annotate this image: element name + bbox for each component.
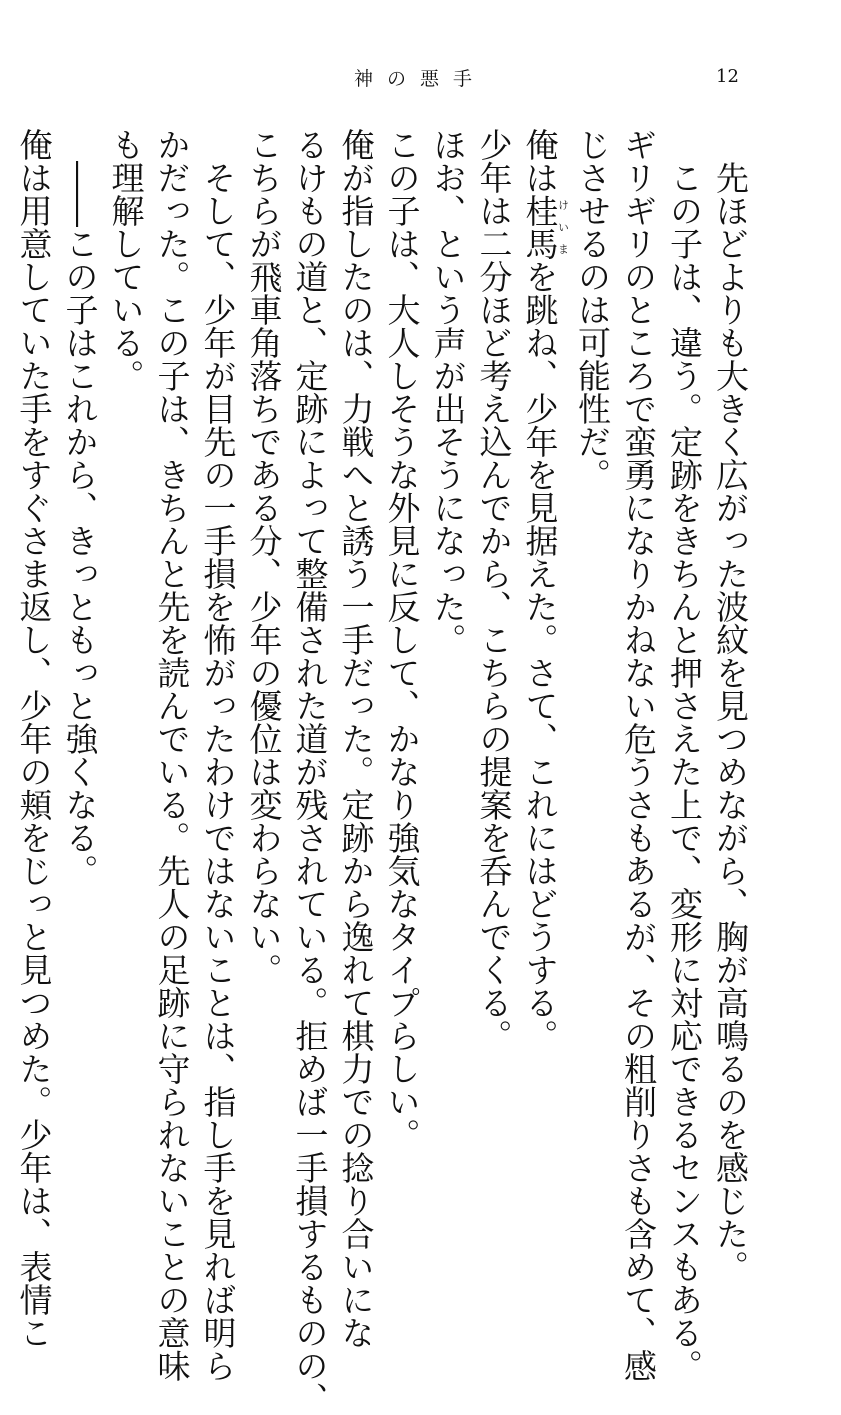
paragraph: も理解している。 <box>106 128 146 392</box>
text-after-ruby: を跳ね、少年を見据えた。さて、これにはどうする。 <box>520 260 560 1052</box>
paragraph: 先ほどよりも大きく広がった波紋を見つめながら、胸が高鳴るのを感じた。 <box>711 161 750 1283</box>
page-number: 12 <box>716 66 739 87</box>
ruby-reading: けいま <box>556 194 570 260</box>
paragraph: 俺が指したのは、力戦へと誘う一手だった。定跡から逸れて棋力での捻り合いにな <box>336 128 376 1349</box>
paragraph: そして、少年が目先の一手損を怖がったわけではないことは、指し手を見れば明ら <box>198 161 238 1382</box>
paragraph-with-ruby <box>517 128 570 1138</box>
paragraph: 俺は用意していた手をすぐさま返し、少年の頬をじっと見つめた。少年は、表情こ <box>14 128 54 1349</box>
paragraph: ほお、という声が出そうになった。 <box>428 128 468 656</box>
paragraph: こちらが飛車角落ちである分、少年の優位は変わらない。 <box>244 128 284 986</box>
paragraph: ――この子はこれから、きっともっと強くなる。 <box>60 161 100 887</box>
running-title: 神の悪手 <box>353 68 486 90</box>
body-text <box>14 128 753 1415</box>
text-before-ruby: 俺は <box>520 128 560 194</box>
paragraph: るけもの道と、定跡によって整備された道が残されている。拒めば一手損するものの、 <box>290 128 330 1415</box>
ruby-annotation <box>520 194 570 260</box>
paragraph: この子は、大人しそうな外見に反して、かなり強気なタイプらしい。 <box>382 128 422 1151</box>
paragraph: この子は、違う。定跡をきちんと押さえた上で、変形に対応できるセンスもある。 <box>665 161 704 1382</box>
paragraph: ギリギリのところで蛮勇になりかねない危うさもあるが、その粗削りさも含めて、感 <box>619 128 658 1382</box>
paragraph: じさせるのは可能性だ。 <box>573 128 612 491</box>
ruby-base: 桂馬 <box>520 194 560 260</box>
paragraph: かだった。この子は、きちんと先を読んでいる。先人の足跡に守られないことの意味 <box>152 128 192 1382</box>
paragraph: 少年は二分ほど考え込んでから、こちらの提案を呑んでくる。 <box>474 128 514 1052</box>
